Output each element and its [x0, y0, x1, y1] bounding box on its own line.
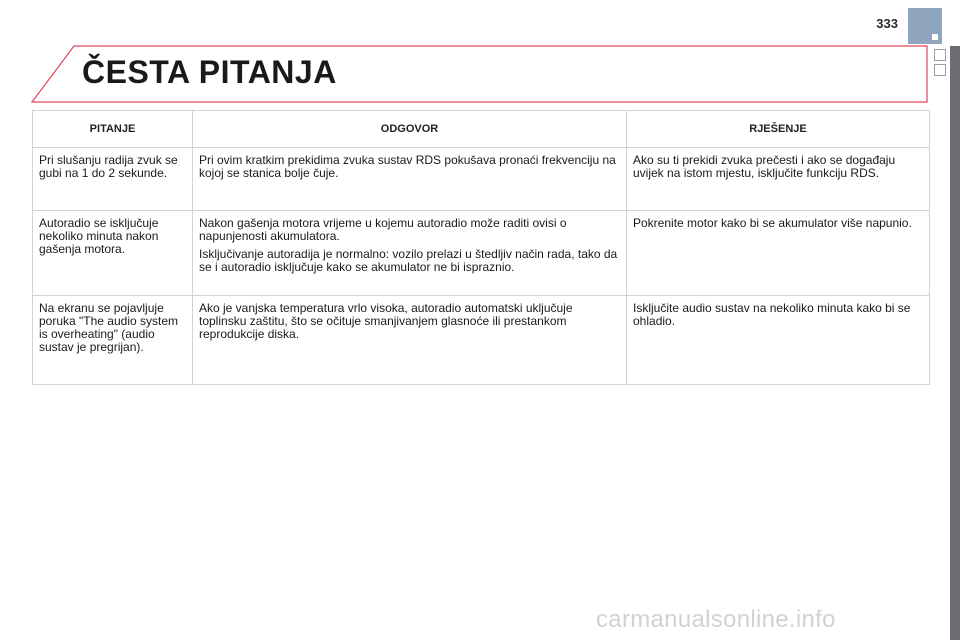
- question-text: Pri slušanju radija zvuk se gubi na 1 do 2 sekunde.: [39, 153, 178, 180]
- question-text: Autoradio se isključuje nekoliko minuta nakon gašenja motora.: [39, 216, 159, 256]
- question-cell: [33, 148, 193, 211]
- question-cell: [33, 296, 193, 385]
- answer-text: Pri ovim kratkim prekidima zvuka sustav RDS pokušava pronaći frekvenciju na kojoj se stanica bolje čuje.: [199, 153, 616, 180]
- answer-cell: [193, 296, 627, 385]
- page-title: ČESTA PITANJA: [82, 54, 337, 90]
- title-banner: [30, 44, 929, 104]
- faq-table: [32, 110, 930, 385]
- question-text: Na ekranu se pojavljuje poruka "The audio system is overheating" (audio sustav je pregrijan).: [39, 301, 178, 354]
- column-header-solution: RJEŠENJE: [627, 111, 930, 148]
- side-index: [934, 49, 946, 79]
- solution-cell: [627, 296, 930, 385]
- page-number: 333: [876, 16, 898, 31]
- side-scroll-bar: [950, 46, 960, 640]
- table-row: [33, 296, 930, 385]
- question-cell: [33, 211, 193, 296]
- answer-cell: [193, 211, 627, 296]
- answer-text: Nakon gašenja motora vrijeme u kojemu autoradio može raditi ovisi o napunjenosti akumulatora.: [199, 216, 567, 243]
- table-header-row: [33, 111, 930, 148]
- table-row: [33, 211, 930, 296]
- solution-cell: [627, 211, 930, 296]
- solution-text: Isključite audio sustav na nekoliko minuta kako bi se ohladio.: [633, 301, 911, 328]
- tab-marker-icon: [932, 34, 938, 40]
- index-box-icon: [934, 64, 946, 76]
- solution-text: Ako su ti prekidi zvuka prečesti i ako se događaju uvijek na istom mjestu, isključite funkciju RDS.: [633, 153, 896, 180]
- solution-cell: [627, 148, 930, 211]
- solution-text: Pokrenite motor kako bi se akumulator više napunio.: [633, 216, 912, 230]
- chapter-tab: [908, 8, 942, 44]
- answer-text: Ako je vanjska temperatura vrlo visoka, autoradio automatski uključuje toplinsku zaštitu, što se očituje smanjivanjem glasnoće ili prestankom reprodukcije diska.: [199, 301, 573, 341]
- index-box-icon: [934, 49, 946, 61]
- table-row: [33, 148, 930, 211]
- answer-text: Isključivanje autoradija je normalno: vozilo prelazi u štedljiv način rada, tako da se i autoradio isključuje kako se akumulator ne bi ispraznio.: [199, 247, 618, 274]
- answer-cell: [193, 148, 627, 211]
- column-header-answer: ODGOVOR: [193, 111, 627, 148]
- watermark: carmanualsonline.info: [596, 606, 836, 633]
- column-header-question: PITANJE: [33, 111, 193, 148]
